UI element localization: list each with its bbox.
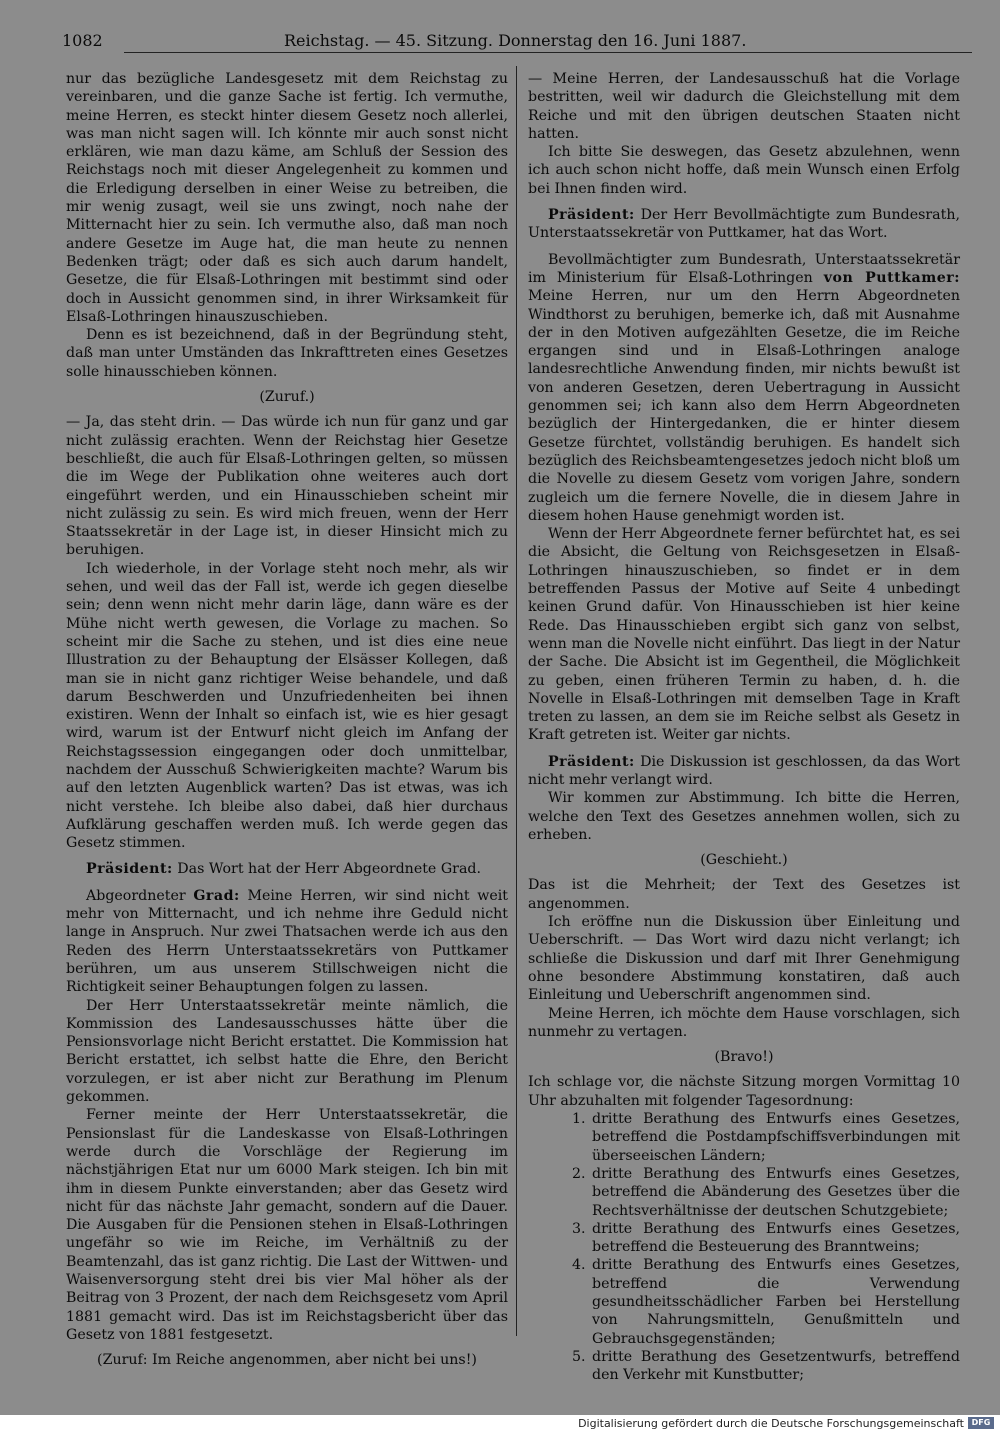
speaker-paragraph xyxy=(66,887,508,997)
agenda-item xyxy=(528,1220,960,1257)
speech-text: Der Herr Bevollmächtigte zum Bundesrath, Unterstaatssekretär von Puttkamer, hat das Wort. xyxy=(528,207,960,242)
left-column xyxy=(66,70,508,1376)
agenda-item xyxy=(528,1110,960,1165)
speaker-role: Abgeordneter xyxy=(86,887,194,904)
agenda-text: dritte Berathung des Gesetzentwurfs, betreffend den Verkehr mit Kunstbutter; xyxy=(592,1348,960,1384)
speaker-name: Präsident: xyxy=(86,861,173,878)
agenda-number: 3. xyxy=(572,1220,586,1237)
agenda-number: 2. xyxy=(572,1165,586,1182)
paragraph: Wir kommen zur Abstimmung. Ich bitte die Herren, welche den Text des Gesetzes annehmen wollen, sich zu erheben. xyxy=(528,790,960,843)
speaker-name: von Puttkamer: xyxy=(823,269,960,286)
agenda-item xyxy=(528,1165,960,1220)
speaker-paragraph xyxy=(528,753,960,790)
speech-text: Die Diskussion ist geschlossen, da das Wort nicht mehr verlangt wird. xyxy=(528,753,960,788)
agenda-number: 5. xyxy=(572,1348,586,1365)
interjection: (Geschieht.) xyxy=(700,852,788,869)
paragraph: Wenn der Herr Abgeordnete ferner befürchtet hat, es sei die Absicht, die Geltung von Reichsgesetzen in Elsaß-Lothringen hinauszuschieben, so findet er in dem betreffenden Passus der Motive auf Seite 4 unbedingt keinen Grund dafür. Von Hinausschieben ist hier keine Rede. Das Hinausschieben ergibt sich ganz von selbst, wenn man die Novelle nicht einführt. Das liegt in der Natur der Sache. Die Absicht ist im Gegentheil, die Möglichkeit zu geben, einen früheren Termin zu haben, d. h. die Novelle in Elsaß-Lothringen mit demselben Tage in Kraft treten zu lassen, an dem sie im Reiche selbst als Gesetz in Kraft getreten ist. Weiter gar nichts. xyxy=(528,526,960,744)
speaker-name: Präsident: xyxy=(548,207,635,224)
agenda-number: 4. xyxy=(572,1257,586,1274)
paragraph: nur das bezügliche Landesgesetz mit dem Reichstag zu vereinbaren, und die ganze Sache ist fertig. Ich vermuthe, meine Herren, es steckt hinter diesem Gesetz noch allerlei, was man nicht sagen will. Ich könnte mir auch sonst nicht erklären, wie man dazu käme, am Schluß der Session des Reichstags noch mit dieser Angelegenheit zu kommen und die Erledigung derselben in einer Weise zu betreiben, die mir wenig zusagt, weil sie uns zwingt, noch nahe der Mitternacht hier zu sein. Ich vermuthe also, daß man noch andere Gesetze im Auge hat, die man heute zu nennen Bedenken trägt; oder daß es sich auch darum handelt, Gesetze, die für Elsaß-Lothringen mit bestimmt sind oder doch in Aussicht genommen sind, in ihrer Wirksamkeit für Elsaß-Lothringen hinauszuschieben. xyxy=(66,71,508,325)
speech-text: Meine Herren, wir sind nicht weit mehr von Mitternacht, und ich nehme ihre Geduld nicht lange in Anspruch. Nur zwei Thatsachen werde ich aus den Reden des Herrn Unterstaatssekretärs von Puttkamer berühren, um aus unserem Stillschweigen nicht die Richtigkeit seiner Behauptungen folgen zu lassen. xyxy=(66,887,508,996)
speech-text: Meine Herren, nur um den Herrn Abgeordneten Windthorst zu beruhigen, bemerke ich, daß mit Ausnahme der in den Motiven aufgezählten Gesetze, die im Reiche ergangen sind und in Elsaß-Lothringen analoge landesrechtliche Anwendung finden, mir nichts bewußt ist von anderen Gesetzen, deren Uebertragung in Aussicht genommen sei; ich kann also dem Herrn Abgeordneten bezüglich der Hintergedanken, die er hinter diesem Gesetze fürchtet, vollständig beruhigen. Es handelt sich bezüglich des Reichsbeamtengesetzes jedoch nicht bloß um die Novelle zu diesem Gesetz vom vorigen Jahre, sondern zugleich um die fernere Novelle, die in diesem Jahre in diesem hohen Hause genehmigt worden ist. xyxy=(528,288,960,524)
paragraph: Ich bitte Sie deswegen, das Gesetz abzulehnen, wenn ich auch schon nicht hoffe, daß mein Wunsch einen Erfolg bei Ihnen finden wird. xyxy=(528,144,960,197)
paragraph: Meine Herren, ich möchte dem Hause vorschlagen, sich nunmehr zu vertagen. xyxy=(528,1005,960,1040)
paragraph: Ich schlage vor, die nächste Sitzung morgen Vormittag 10 Uhr abzuhalten mit folgender Tagesordnung: xyxy=(528,1074,960,1109)
paragraph: Der Herr Unterstaatssekretär meinte nämlich, die Kommission des Landesausschusses hätte über die Pensionsvorlage nicht Bericht erstattet. Die Kommission hat Bericht erstattet, ich selbst hatte die Ehre, den Bericht vorzulegen, er ist aber nicht zur Berathung im Plenum gekommen. xyxy=(66,997,508,1106)
paragraph: Ferner meinte der Herr Unterstaatssekretär, die Pensionslast für die Landeskasse von Elsaß-Lothringen werde durch die Vorschläge der Regierung im nächstjährigen Etat nur um 6000 Mark steigen. Ich bin mit ihm in diesem Punkte einverstanden; aber das Gesetz wird nicht für das nächste Jahr gemacht, sondern auf die Dauer. Die Ausgaben für die Pensionen stehen in Elsaß-Lothringen ungefähr so wie im Reiche, im Verhältniß zu der Beamtenzahl, das ist ganz richtig. Die Last der Wittwen- und Waisenversorgung steht drei bis vier Mal höher als der Beitrag von 3 Prozent, der nach dem Reichsgesetz vom April 1881 gemacht wird. Das ist im Reichstagsbericht über das Gesetz von 1881 festgesetzt. xyxy=(66,1107,508,1343)
agenda-item xyxy=(528,1348,960,1385)
speaker-paragraph xyxy=(528,251,960,525)
paragraph: Ich wiederhole, in der Vorlage steht noch mehr, als wir sehen, und weil das der Fall ist, werde ich gegen dieselbe sein; denn wenn nicht mehr darin läge, dann wäre es der Mühe nicht werth gewesen, die Vorlage zu machen. So scheint mir die Sache zu stehen, und ist dies eine neue Illustration zu der Behauptung der Elsässer Kollegen, daß man sie in nicht ganz richtiger Weise behandele, und daß darum Beschwerden und Unzufriedenheiten bei ihnen existiren. Wenn der Inhalt so einfach ist, wie es hier gesagt wird, warum ist der Entwurf nicht gleich im Anfang der Reichstagssession eingegangen oder doch unmittelbar, nachdem der Ausschuß Schwierigkeiten machte? Warum bis auf den letzten Augenblick warten? Das ist etwas, was ich nicht verstehe. Ich bleibe also dabei, daß hier durchaus Aufklärung geschaffen werden muß. Ich werde gegen das Gesetz stimmen. xyxy=(66,560,508,852)
agenda-list xyxy=(528,1110,960,1384)
page-number: 1082 xyxy=(62,31,103,50)
paragraph: Ich eröffne nun die Diskussion über Einleitung und Ueberschrift. — Das Wort wird dazu nicht verlangt; ich schließe die Diskussion und darf mit Ihrer Genehmigung ohne besondere Abstimmung konstatiren, daß auch Einleitung und Ueberschrift angenommen sind. xyxy=(528,914,960,1004)
column-divider xyxy=(516,66,517,1336)
interjection: (Zuruf.) xyxy=(259,389,315,406)
dfg-logo: DFG xyxy=(968,1417,994,1429)
paragraph: Das ist die Mehrheit; der Text des Gesetzes ist angenommen. xyxy=(528,877,960,912)
interjection: (Bravo!) xyxy=(714,1049,774,1066)
page-title: Reichstag. — 45. Sitzung. Donnerstag den 16. Juni 1887. xyxy=(284,31,747,50)
interjection: (Zuruf: Im Reiche angenommen, aber nicht bei uns!) xyxy=(97,1352,477,1369)
speaker-role: Bevollmächtigter zum Bundesrath, Unterstaatssekretär im Ministerium für Elsaß-Lothringen xyxy=(528,251,960,286)
agenda-item xyxy=(528,1256,960,1347)
header-rule xyxy=(124,52,972,53)
paragraph: — Ja, das steht drin. — Das würde ich nun für ganz und gar nicht zulässig erachten. Wenn der Reichstag hier Gesetze beschließt, die auch für Elsaß-Lothringen gelten, so müssen die im Wege der Publikation ohne weiteres auch dort eingeführt werden, und ein Hinausschieben scheint mir nicht zulässig zu sein. Es wird mich freuen, wenn der Herr Staatssekretär in der Lage ist, in dieser Hinsicht mich zu beruhigen. xyxy=(66,414,508,559)
agenda-text: dritte Berathung des Entwurfs eines Gesetzes, betreffend die Abänderung des Gesetzes über die Rechtsverhältnisse der deutschen Schutzgebiete; xyxy=(592,1165,960,1219)
page-header xyxy=(62,30,972,56)
right-column xyxy=(528,70,960,1384)
speaker-paragraph xyxy=(528,206,960,243)
agenda-text: dritte Berathung des Entwurfs eines Gesetzes, betreffend die Besteuerung des Branntweins; xyxy=(592,1220,960,1256)
funding-note: Digitalisierung gefördert durch die Deutsche Forschungsgemeinschaft xyxy=(578,1417,964,1430)
paragraph: Denn es ist bezeichnend, daß in der Begründung steht, daß man unter Umständen das Inkrafttreten eines Gesetzes solle hinausschieben können. xyxy=(66,327,508,380)
speaker-name: Grad: xyxy=(193,887,240,904)
paragraph: — Meine Herren, der Landesausschuß hat die Vorlage bestritten, weil wir dadurch die Gleichstellung mit dem Reiche und mit den übrigen deutschen Staaten nicht hatten. xyxy=(528,71,960,142)
speech-text: Das Wort hat der Herr Abgeordnete Grad. xyxy=(172,861,481,878)
digitization-footer xyxy=(0,1415,1000,1432)
speaker-name: Präsident: xyxy=(548,753,635,770)
agenda-text: dritte Berathung des Entwurfs eines Gesetzes, betreffend die Verwendung gesundheitsschädlicher Farben bei Herstellung von Nahrungsmitteln, Genußmitteln und Gebrauchsgegenständen; xyxy=(592,1257,960,1347)
speaker-paragraph xyxy=(66,860,508,878)
agenda-text: dritte Berathung des Entwurfs eines Gesetzes, betreffend die Postdampfschiffsverbindungen mit überseeischen Ländern; xyxy=(592,1111,960,1164)
agenda-number: 1. xyxy=(572,1111,586,1128)
